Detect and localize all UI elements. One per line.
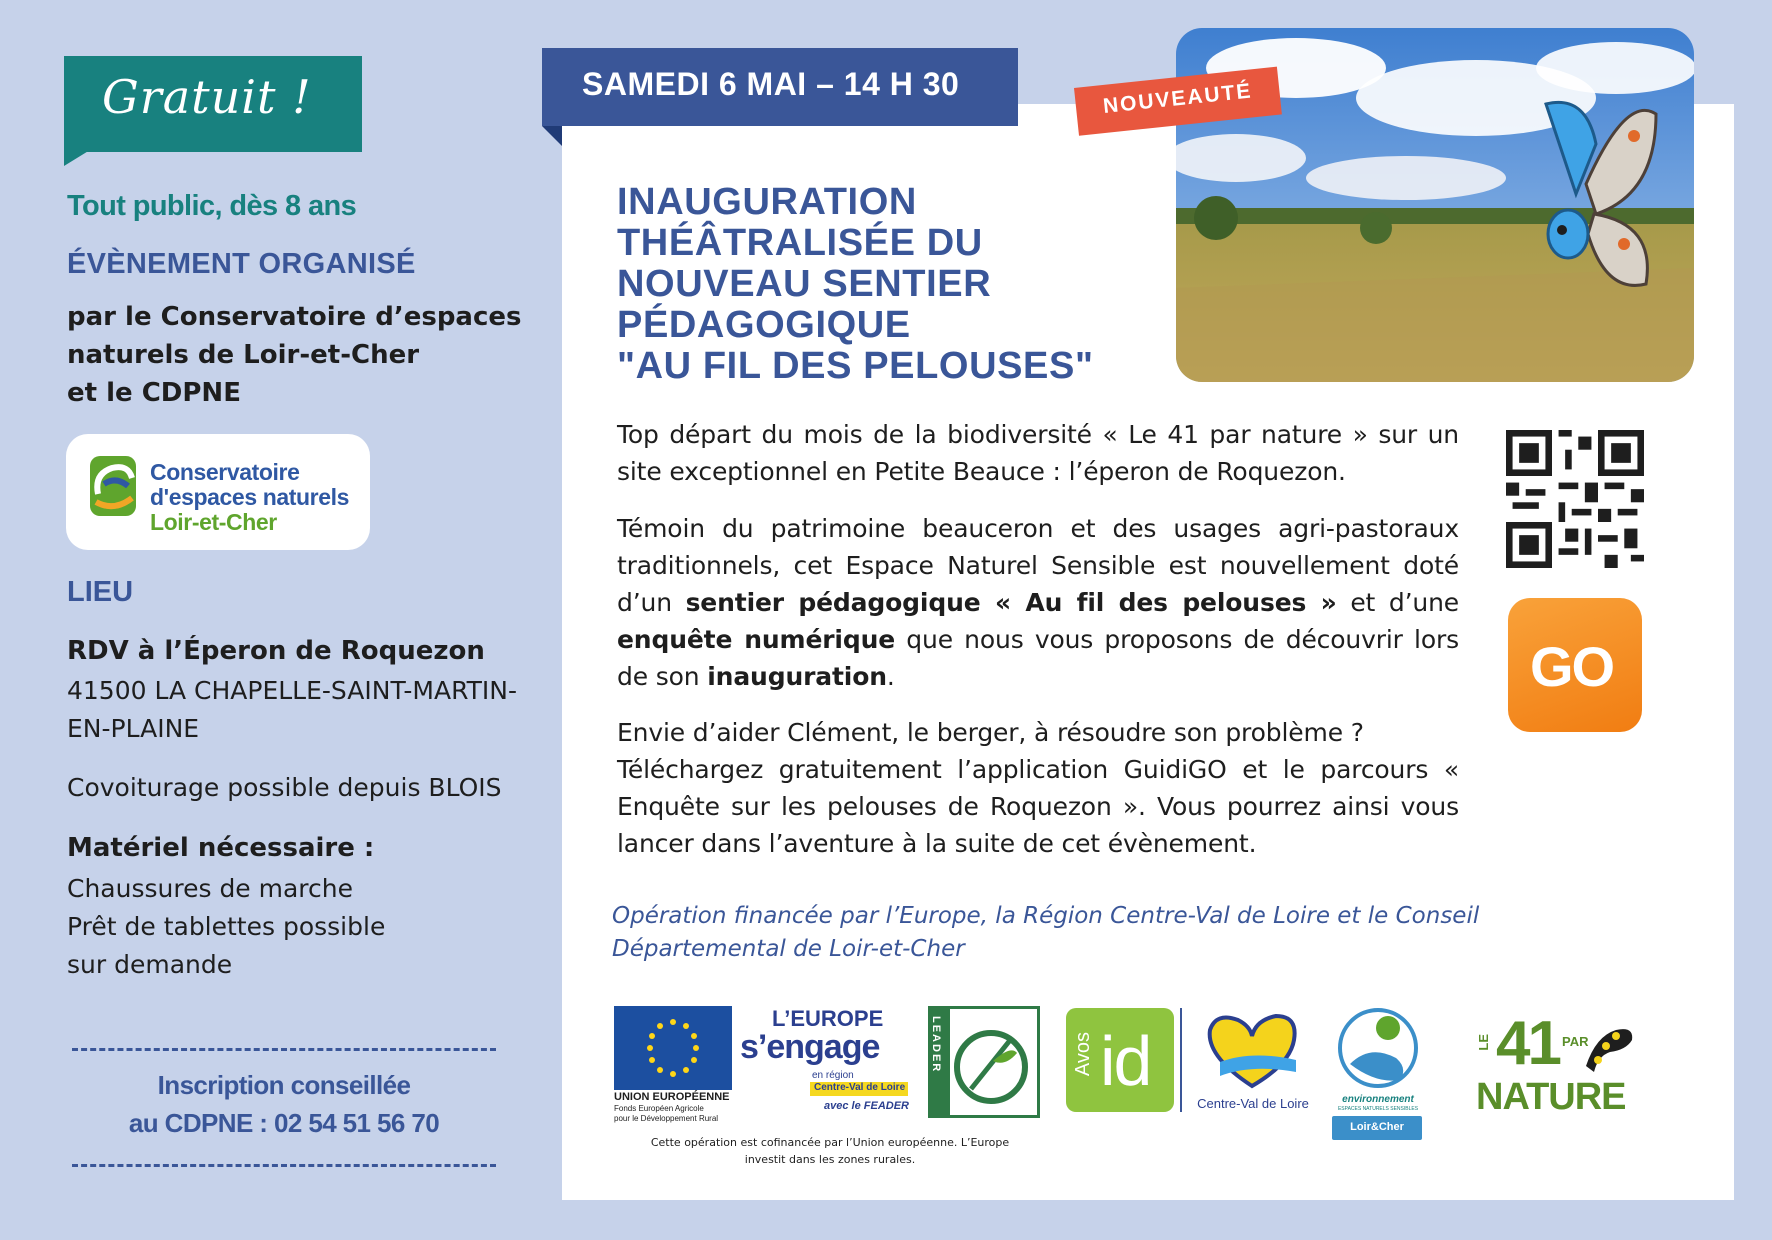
equipment-list: Chaussures de marche Prêt de tablettes possible sur demande [67,874,386,979]
organizer-text: par le Conservatoire d’espaces naturels de Loir-et-Cher et le CDPNE [67,302,522,408]
ens-gecko-icon [1330,1004,1426,1094]
dashed-divider-bottom [72,1164,496,1167]
europe-engage-logo: L’EUROPE s’engage en région Centre-Val de Loire avec le FEADER [740,1006,909,1112]
description-paragraph: Témoin du patrimoine beauceron et des usages agri-pastoraux traditionnels, cet Espace Naturel Sensible est nouvellement doté d’un sentier pédagogique « Au fil des pelouses » et d’une enquête numérique que nous vous proposons de découvrir lors de son inauguration. [617,514,1459,691]
avos-id-logo: Avos id [1066,1008,1174,1112]
ens-logo-text: environnement [1342,1094,1414,1105]
gratuit-text: Gratuit ! [102,70,312,124]
registration-info: Inscription conseillée au CDPNE : 02 54 51 56 70 [128,1070,440,1138]
event-organized-heading: ÉVÈNEMENT ORGANISÉ [67,248,416,280]
intro-paragraph: Top départ du mois de la biodiversité « Le 41 par nature » sur un site exceptionnel en Petite Beauce : l’éperon de Roquezon. [617,420,1459,486]
region-centre-logo: Centre-Val de Loire [1186,1006,1320,1116]
eu-flag-logo [614,1006,732,1090]
eu-stars-icon [614,1006,732,1090]
funding-note: Opération financée par l’Europe, la Région Centre-Val de Loire et le Conseil Départemental de Loir-et-Cher [612,903,1480,962]
butterfly-mascot-icon [1506,84,1666,304]
loir-et-cher-badge: Loir&Cher [1332,1116,1422,1140]
new-badge-label: NOUVEAUTÉ [1101,79,1254,118]
address: 41500 LA CHAPELLE-SAINT-MARTIN- EN-PLAINE [67,676,518,743]
gratuit-banner-tail [64,150,90,166]
equipment-heading: Matériel nécessaire : [67,833,375,863]
app-paragraph: Envie d’aider Clément, le berger, à résoudre son problème ? Téléchargez gratuitement l’application GuidiGO et le parcours « Enquête sur les pelouses de Roquezon ». Vous pourrez ainsi vous lancer dans l’aventure à la suite de cet évènement. [617,718,1459,858]
guidigo-app-label: GO [1530,635,1614,698]
guidigo-app-icon[interactable] [1508,598,1642,732]
eu-logo-text: UNION EUROPÉENNE Fonds Européen Agricole pour le Développement Rural [614,1091,730,1123]
carpool-text: Covoiturage possible depuis BLOIS [67,773,502,802]
cofinancing-note: Cette opération est cofinancée par l’Union européenne. L’Europe investit dans les zones rurales. [650,1136,1010,1166]
lieu-heading: LIEU [67,576,134,608]
qr-code-icon[interactable] [1506,430,1644,568]
logo-separator [1180,1008,1182,1112]
event-date: SAMEDI 6 MAI – 14 H 30 [582,66,960,102]
conservatoire-logo [66,434,370,550]
gratuit-banner [64,56,362,152]
conservatoire-logo-text: Conservatoire d'espaces naturels Loir-et-Cher [150,459,349,535]
ens-logo-subtext: ESPACES NATURELS SENSIBLES [1337,1106,1419,1112]
rdv-location: RDV à l’Éperon de Roquezon [67,636,485,666]
region-heart-icon [1186,1006,1320,1094]
salamander-icon [1576,1016,1638,1080]
dashed-divider-top [72,1048,496,1051]
salamander-logo-icon [88,454,138,518]
event-title: INAUGURATION THÉÂTRALISÉE DU NOUVEAU SENTIER PÉDAGOGIQUE "AU FIL DES PELOUSES" [617,181,1094,387]
audience-text: Tout public, dès 8 ans [67,190,357,222]
le-41-par-nature-logo: LE 41 PAR NATURE [1476,1016,1636,1126]
leader-side-band: LEADER [928,1006,950,1118]
date-banner-tail [542,126,562,146]
date-banner [542,48,1018,126]
